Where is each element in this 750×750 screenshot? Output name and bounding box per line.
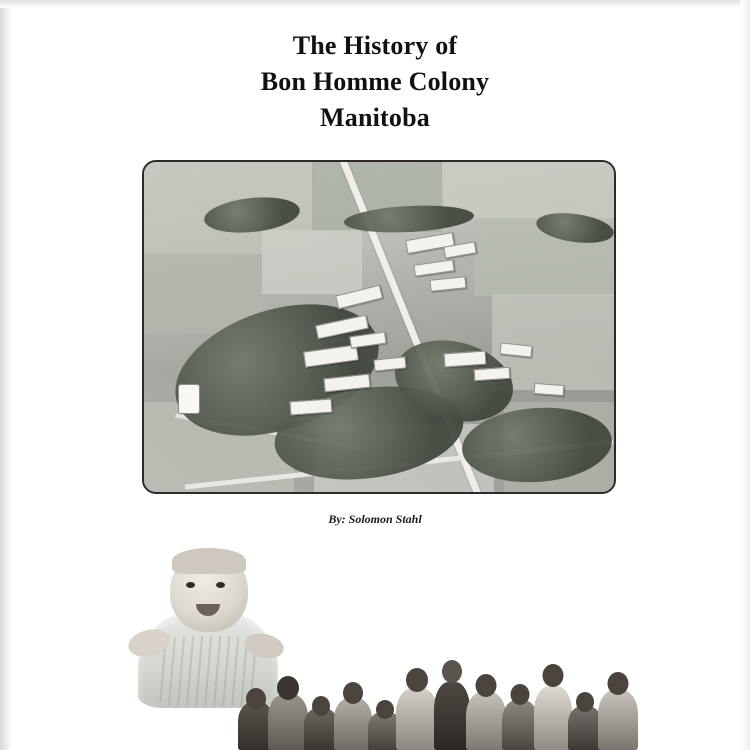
- title-line-1: The History of: [292, 31, 458, 60]
- title-line-2: Bon Homme Colony: [260, 67, 490, 96]
- colony-building: [534, 383, 565, 396]
- baby-eye-left: [186, 582, 195, 588]
- author-byline: By: Solomon Stahl: [328, 512, 422, 526]
- field-parcel: [262, 230, 362, 294]
- group-person: [334, 682, 372, 750]
- group-person: [568, 692, 602, 750]
- group-person: [598, 672, 638, 750]
- title-line-3: Manitoba: [320, 103, 430, 132]
- group-person: [534, 664, 572, 750]
- group-person: [304, 696, 338, 750]
- colony-building: [429, 276, 466, 292]
- colony-building: [413, 259, 454, 276]
- group-person: [396, 668, 438, 750]
- group-person: [268, 676, 308, 750]
- group-person: [434, 660, 470, 750]
- field-parcel: [492, 294, 616, 390]
- group-person: [466, 674, 506, 750]
- grain-silo: [178, 384, 200, 414]
- colony-building: [290, 399, 333, 416]
- page-edge-top: [0, 0, 750, 8]
- aerial-photo: [142, 160, 616, 494]
- group-person: [502, 684, 538, 750]
- colony-building: [444, 351, 487, 368]
- aerial-photo-content: [144, 162, 614, 492]
- baby-eye-right: [216, 582, 225, 588]
- colony-building: [474, 367, 511, 381]
- page-title: [0, 28, 750, 136]
- group-photo: [238, 640, 642, 750]
- baby-hair: [172, 548, 246, 574]
